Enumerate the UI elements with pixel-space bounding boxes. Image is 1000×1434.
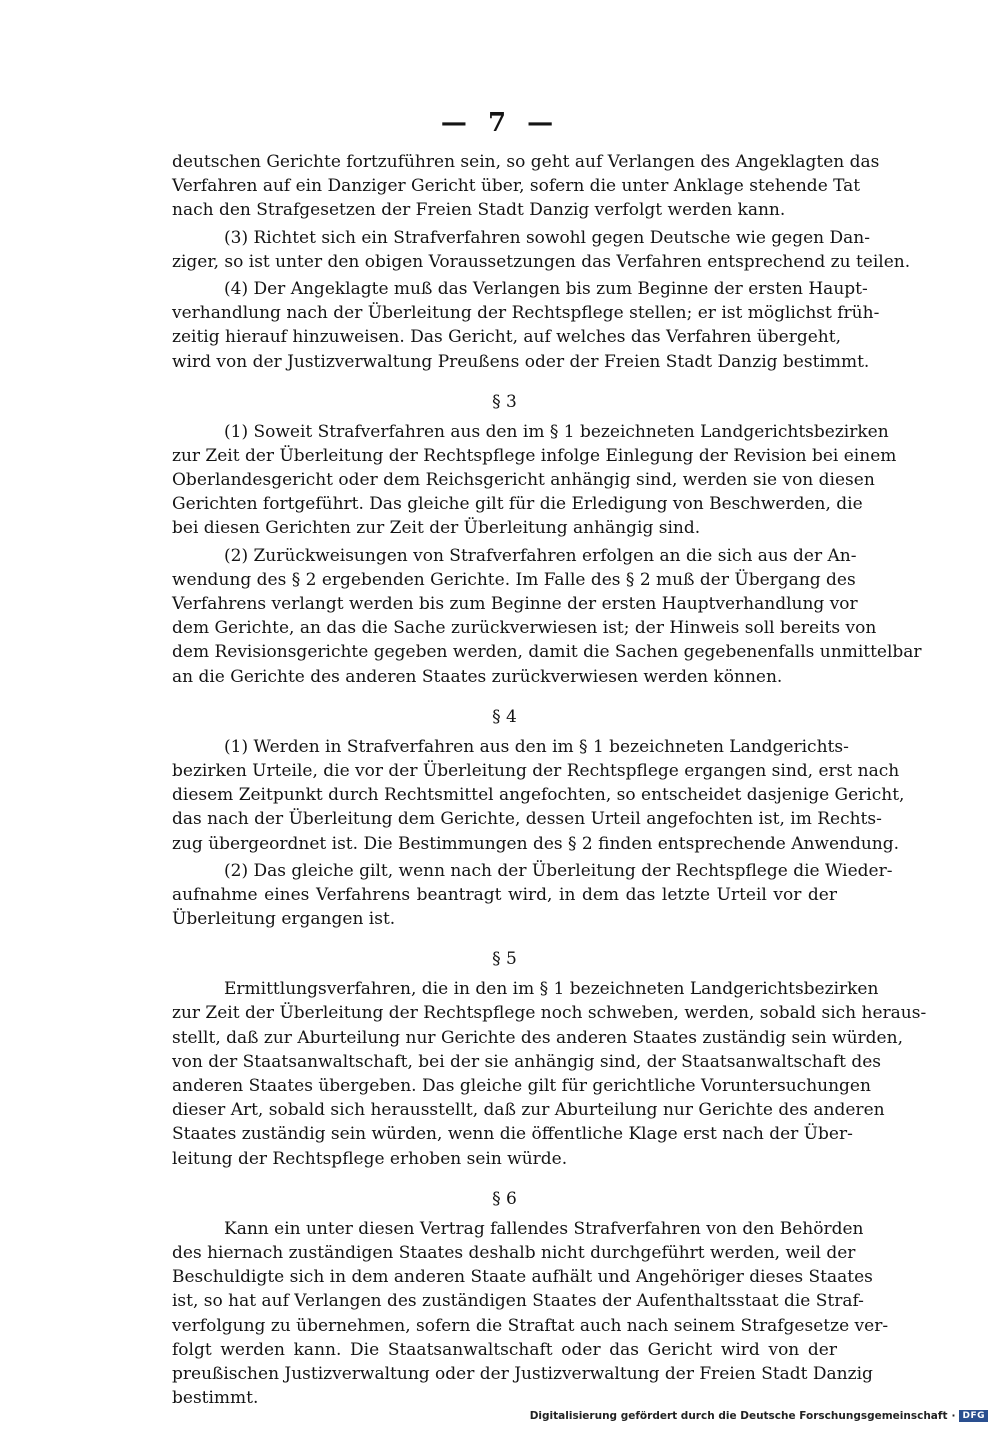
text-line: verfolgung zu übernehmen, sofern die Straftat auch nach seinem Strafgesetze ver- [172,1315,889,1336]
paragraph [172,544,922,689]
text-line: (4) Der Angeklagte muß das Verlangen bis zum Beginne der ersten Haupt- [224,278,868,299]
text-line: leitung der Rechtspflege erhoben sein würde. [172,1148,568,1169]
paragraph [172,277,880,374]
paragraph [172,859,893,932]
text-line: zur Zeit der Überleitung der Rechtspflege noch schweben, werden, sobald sich heraus- [172,1003,927,1024]
text-line: Überleitung ergangen ist. [172,909,396,930]
text-line: bestimmt. [172,1388,259,1409]
text-line: ist, so hat auf Verlangen des zuständigen Staates der Aufenthaltsstaat die Straf- [172,1291,864,1312]
dfg-logo: DFG [959,1410,988,1422]
text-line: zur Zeit der Überleitung der Rechtspflege infolge Einlegung der Revision bei einem [172,445,897,466]
text-line: aufnahme eines Verfahrens beantragt wird, in dem das letzte Urteil vor der [172,884,837,905]
section-heading: § 3 [492,391,517,412]
text-line: von der Staatsanwaltschaft, bei der sie anhängig sind, der Staatsanwaltschaft des [172,1051,882,1072]
text-line: bezirken Urteile, die vor der Überleitung der Rechtspflege ergangen sind, erst nach [172,760,900,781]
text-line: wird von der Justizverwaltung Preußens oder der Freien Stadt Danzig bestimmt. [172,351,870,372]
text-line: Oberlandesgericht oder dem Reichsgericht anhängig sind, werden sie von diesen [172,470,875,491]
document-body [172,150,927,1413]
text-line: des hiernach zuständigen Staates deshalb nicht durchgeführt werden, weil der [172,1242,856,1263]
text-line: diesem Zeitpunkt durch Rechtsmittel angefochten, so entscheidet dasjenige Gericht, [172,785,905,806]
text-line: deutschen Gerichte fortzuführen sein, so geht auf Verlangen des Angeklagten das [172,152,880,172]
text-line: stellt, daß zur Aburteilung nur Gerichte des anderen Staates zuständig sein würden, [172,1027,903,1048]
text-line: bei diesen Gerichten zur Zeit der Überleitung anhängig sind. [172,518,701,539]
text-line: Ermittlungsverfahren, die in den im § 1 bezeichneten Landgerichtsbezirken [224,979,879,1000]
text-line: dieser Art, sobald sich herausstellt, daß zur Aburteilung nur Gerichte des anderen [172,1100,885,1121]
text-line: (1) Werden in Strafverfahren aus den im § 1 bezeichneten Landgerichts- [224,736,849,757]
text-line: Verfahrens verlangt werden bis zum Beginne der ersten Hauptverhandlung vor [172,594,858,614]
text-line: Verfahren auf ein Danziger Gericht über, sofern die unter Anklage stehende Tat [172,176,861,197]
text-line: Kann ein unter diesen Vertrag fallendes Strafverfahren von den Behörden [224,1218,864,1239]
text-line: an die Gerichte des anderen Staates zurückverwiesen werden können. [172,666,783,687]
page-number: — 7 — [440,108,560,138]
text-line: dem Gerichte, an das die Sache zurückverwiesen ist; der Hinweis soll bereits von [172,618,877,639]
paragraph [172,226,911,274]
paragraph [172,150,880,223]
text-line: folgt werden kann. Die Staatsanwaltschaft oder das Gericht wird von der [172,1339,837,1360]
text-line: (3) Richtet sich ein Strafverfahren sowohl gegen Deutsche wie gegen Dan- [224,227,870,248]
section-heading: § 6 [492,1188,517,1209]
digitization-credit: Digitalisierung gefördert durch die Deutsche Forschungsgemeinschaft · DFG [530,1410,988,1422]
paragraph [172,1217,889,1411]
text-line: Gerichten fortgeführt. Das gleiche gilt für die Erledigung von Beschwerden, die [172,494,863,515]
credit-text: Digitalisierung gefördert durch die Deutsche Forschungsgemeinschaft [529,1410,948,1422]
section-heading: § 5 [492,949,517,970]
text-line: dem Revisionsgerichte gegeben werden, damit die Sachen gegebenenfalls unmittelbar [172,642,922,663]
section-heading: § 4 [492,706,517,727]
text-line: verhandlung nach der Überleitung der Rechtspflege stellen; er ist möglichst früh- [172,303,880,324]
text-line: Staates zuständig sein würden, wenn die öffentliche Klage erst nach der Über- [172,1124,853,1145]
text-line: wendung des § 2 ergebenden Gerichte. Im Falle des § 2 muß der Übergang des [172,569,856,590]
text-line: nach den Strafgesetzen der Freien Stadt Danzig verfolgt werden kann. [172,200,786,221]
text-line: ziger, so ist unter den obigen Voraussetzungen das Verfahren entsprechend zu teilen. [172,251,911,272]
text-line: Beschuldigte sich in dem anderen Staate aufhält und Angehöriger dieses Staates [172,1267,873,1288]
text-line: (2) Zurückweisungen von Strafverfahren erfolgen an die sich aus der An- [224,545,857,566]
paragraph [172,420,897,541]
text-line: (2) Das gleiche gilt, wenn nach der Überleitung der Rechtspflege die Wieder- [224,860,893,881]
text-line: zug übergeordnet ist. Die Bestimmungen des § 2 finden entsprechende Anwendung. [172,833,900,854]
text-line: (1) Soweit Strafverfahren aus den im § 1 bezeichneten Landgerichtsbezirken [224,421,889,442]
text-line: preußischen Justizverwaltung oder der Justizverwaltung der Freien Stadt Danzig [172,1363,873,1384]
paragraph [172,977,927,1171]
text-line: zeitig hierauf hinzuweisen. Das Gericht, auf welches das Verfahren übergeht, [172,327,841,348]
paragraph [172,735,905,856]
text-line: das nach der Überleitung dem Gerichte, dessen Urteil angefochten ist, im Rechts- [172,809,882,830]
text-line: anderen Staates übergeben. Das gleiche gilt für gerichtliche Voruntersuchungen [172,1076,871,1096]
